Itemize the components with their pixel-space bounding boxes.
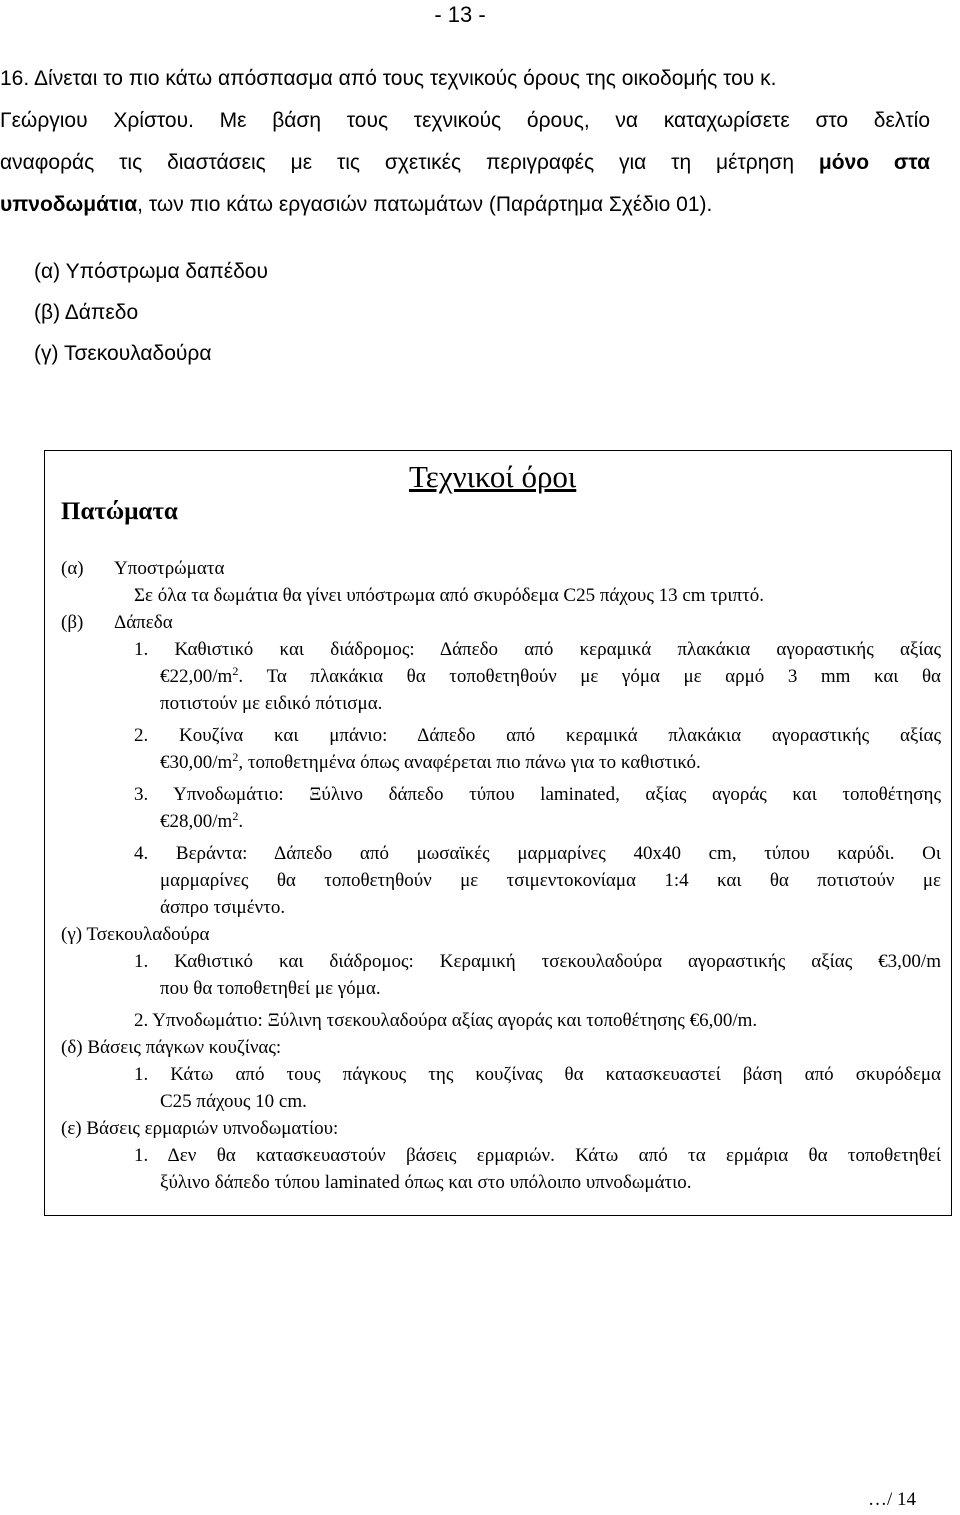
section-c-item-1 <box>61 948 941 1002</box>
task-item-b: (β) Δάπεδο <box>34 301 139 324</box>
section-a-heading: Υποστρώματα <box>114 558 225 579</box>
b2-line-2b: , τοποθετημένα όπως αναφέρεται πιο πάνω για το καθιστικό. <box>238 752 701 773</box>
section-a-title <box>61 555 941 582</box>
section-e-item-1 <box>61 1142 941 1196</box>
question-text-3a: αναφοράς τις διαστάσεις με τις σχετικές περιγραφές για τη μέτρηση <box>0 151 819 174</box>
b2-line-2 <box>134 749 941 776</box>
d1-line-1: 1. Κάτω από τους πάγκους της κουζίνας θα κατασκευαστεί βάση από σκυρόδεμα <box>134 1064 941 1085</box>
c1-line-2: που θα τοποθετηθεί με γόμα. <box>160 978 381 999</box>
question-text-1: Δίνεται το πιο κάτω απόσπασμα από τους τεχνικούς όρους της οικοδομής του κ. <box>34 67 777 90</box>
section-b-item-1 <box>61 636 941 717</box>
task-item-a: (α) Υπόστρωμα δαπέδου <box>34 260 268 283</box>
section-c-title: (γ) Τσεκουλαδούρα <box>61 924 210 945</box>
box-body <box>61 555 941 1196</box>
b1-price: €22,00/m <box>160 666 233 687</box>
b1-sup: 2 <box>232 664 239 678</box>
b1-line-3: ποτιστούν με ειδικό πότισμα. <box>160 693 383 714</box>
b3-line-2b: . <box>238 811 244 832</box>
b2-line-1: 2. Κουζίνα και μπάνιο: Δάπεδο από κεραμικά πλακάκια αγοραστικής αξίας <box>134 725 941 746</box>
b4-line-3: άσπρο τσιμέντο. <box>160 897 286 918</box>
b3-line-1: 3. Υπνοδωμάτιο: Ξύλινο δάπεδο τύπου laminated, αξίας αγοράς και τοποθέτησης <box>134 784 941 805</box>
b3-sup: 2 <box>232 809 239 823</box>
section-a-text: Σε όλα τα δωμάτια θα γίνει υπόστρωμα από σκυρόδεμα C25 πάχους 13 cm τριπτό. <box>134 585 765 606</box>
b3-price: €28,00/m <box>160 811 233 832</box>
question-emphasis-1: μόνο στα <box>818 151 930 174</box>
b4-line-1: 4. Βεράντα: Δάπεδο από μωσαϊκές μαρμαρίνες 40x40 cm, τύπου καρύδι. Οι <box>134 843 941 864</box>
c1-line-1: 1. Καθιστικό και διάδρομος: Κεραμική τσεκουλαδούρα αγοραστικής αξίας €3,00/m <box>134 951 941 972</box>
b4-cont <box>134 867 941 921</box>
b2-price: €30,00/m <box>160 752 233 773</box>
section-b-item-4 <box>61 840 941 921</box>
d1-line-2: C25 πάχους 10 cm. <box>160 1091 307 1112</box>
page-number: - 13 - <box>434 2 486 27</box>
section-a-label: (α) <box>61 558 84 579</box>
section-c-item-2: 2. Υπνοδωμάτιο: Ξύλινη τσεκουλαδούρα αξίας αγοράς και τοποθέτησης €6,00/m. <box>134 1010 758 1031</box>
box-heading: Τεχνικοί όροι <box>409 459 577 494</box>
question-text-4 <box>0 184 930 226</box>
box-side-label: Πατώματα <box>61 498 178 525</box>
question-text-4b: , των πιο κάτω εργασιών πατωμάτων (Παράρτημα Σχέδιο 01). <box>137 193 713 216</box>
e1-line-2: ξύλινο δάπεδο τύπου laminated όπως και στο υπόλοιπο υπνοδωμάτιο. <box>160 1172 692 1193</box>
e1-line-1: 1. Δεν θα κατασκευαστούν βάσεις ερμαριών. Κάτω από τα ερμάρια θα τοποθετηθεί <box>134 1145 941 1166</box>
b1-cont <box>134 663 941 717</box>
b1-line-1: 1. Καθιστικό και διάδρομος: Δάπεδο από κεραμικά πλακάκια αγοραστικής αξίας <box>134 639 941 660</box>
section-e-title: (ε) Βάσεις ερμαριών υπνοδωματίου: <box>61 1118 339 1139</box>
b1-line-2b: . Τα πλακάκια θα τοποθετηθούν με γόμα με αρμό 3 mm και θα <box>238 666 941 687</box>
question-number: 16. <box>0 67 30 90</box>
page-continuation: …/ 14 <box>868 1489 917 1510</box>
b1-line-2 <box>160 663 941 690</box>
question-emphasis-2: υπνοδωμάτια <box>0 193 138 216</box>
section-b-item-2 <box>61 722 941 776</box>
section-b-label: (β) <box>61 612 84 633</box>
b2-sup: 2 <box>232 750 239 764</box>
question-text-3 <box>0 142 930 184</box>
task-item-c: (γ) Τσεκουλαδούρα <box>34 342 212 365</box>
technical-terms-box <box>44 450 952 1216</box>
question-line-1 <box>0 58 930 100</box>
question-text-2: Γεώργιου Χρίστου. Με βάση τους τεχνικούς όρους, να καταχωρίσετε στο δελτίο <box>0 109 930 132</box>
b3-line-2 <box>134 808 941 835</box>
question-16 <box>0 58 930 226</box>
section-b-title <box>61 609 941 636</box>
task-items <box>34 251 268 374</box>
b4-line-2: μαρμαρίνες θα τοποθετηθούν με τσιμεντοκονίαμα 1:4 και θα ποτιστούν με <box>160 870 941 891</box>
section-d-item-1 <box>61 1061 941 1115</box>
section-b-item-3 <box>61 781 941 835</box>
section-b-heading: Δάπεδα <box>114 612 173 633</box>
section-d-title: (δ) Βάσεις πάγκων κουζίνας: <box>61 1037 282 1058</box>
